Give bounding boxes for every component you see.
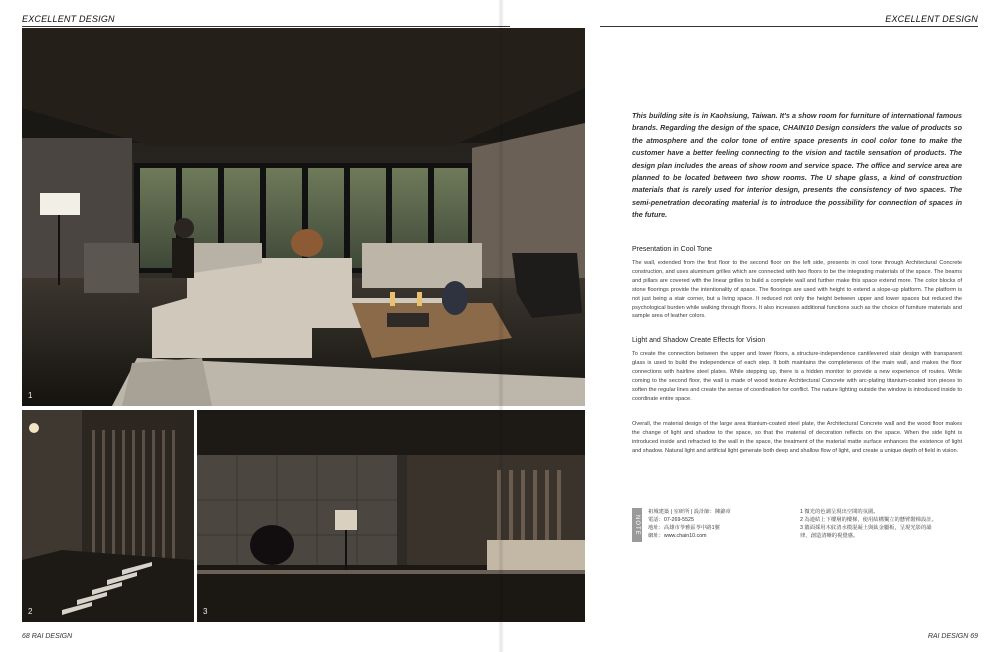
note-contact (648, 508, 731, 540)
running-header-right: EXCELLENT DESIGN (885, 14, 978, 24)
photo-staircase (22, 410, 194, 622)
section-text-light-shadow-1: To create the connection between the upper and lower floors, a structure-independence cantilevered stair design with transparent glass is used to build the independence of each step. It both maintains the completeness of the main wall, and makes the floor connections with hairline steel plates. While stepping up, there is a hidden monitor to provide a new experience of routes. While coming to the second floor, the wall is made of wood texture Architectural Concrete with arc-plating titanium-coated iron pieces to soften the regular lines and create the sense of coordination for conflict. The nature lighting outside the window is introduced inside to coordinate entire space. (632, 351, 962, 402)
note-caption-line: 1 微光的色調呈現出空間的氛圍。 (800, 509, 879, 515)
footer-page-right: RAI DESIGN 69 (927, 633, 978, 640)
note-contact-line: 祖城建築 | 室研所 | 設計師：陳錦章 (648, 509, 731, 515)
header-rule-left (22, 26, 510, 27)
intro-paragraph: This building site is in Kaohsiung, Taiwan. It's a show room for furniture of international famous brands. Regarding the design of the space, CHAIN10 Design considers the value of products so the atmosphere and the color tone of entire space presents in cool color tone to make the customer have a better feeling connecting to the vision and tactile sensation of products. The design plan includes the areas of show room and service space. The office and service area are planned to be located between two show rooms. The U shape glass, a kind of construction materials that is rarely used for interior design, presents the consistency of two spaces. The semi-penetration decorating material is to introduce the possibility for connection of spaces in the future. (632, 111, 962, 220)
page-gutter (498, 0, 504, 652)
running-header-left: EXCELLENT DESIGN (22, 14, 115, 24)
note-caption-line: 律，創造清晰的視覺感。 (800, 533, 859, 540)
section-title-light-shadow: Light and Shadow Create Effects for Vision (632, 337, 766, 344)
note-contact-line: 電話：07-269-5525 (648, 517, 694, 524)
note-contact-line: 地址：高雄市苓雅區苓中路1號 (648, 525, 720, 532)
note-caption-line: 3 牆面採用木紋清水模混凝土與鈦金屬板，呈現光影的韻 (800, 525, 932, 532)
photo-number-1: 1 (28, 391, 33, 400)
section-text-light-shadow-2: Overall, the material design of the large area titanium-coated steel plate, the Architectural Concrete wall and the wood floor makes the change of light and shadow to the space, so that the material of decoration reflects on the space. When the side light is introduced inside and refracted to the wall in the space, the treatment of the material matte surface enhances the existence of light and shadow. Natural light and artificial light generate both deep and shallow flow of light, and create a unique depth of field in vision. (632, 421, 962, 454)
footer-page-left: 68 RAI DESIGN (22, 633, 73, 640)
note-contact-line: 網址：www.chain10.com (648, 533, 707, 540)
header-rule-right (600, 26, 978, 27)
note-captions (800, 508, 937, 540)
note-tag: NOTE (632, 508, 642, 542)
photo-number-3: 3 (203, 607, 208, 616)
photo-number-2: 2 (28, 607, 33, 616)
section-text-cool-tone: The wall, extended from the first floor to the second floor on the left side, presents in cool tone through Architectural Concrete construction, and uses aluminum grilles which are connected with two floors to be the integrating materials of the space. The beams and pillars are covered with the linear grilles to build a complete wall and further make this space extend more. The color blocks of stone floorings provide the intentionality of space. The floorings are used with height to extend a slope-up platform. The platform is not just being a stair corner, but a living space. It reduced not only the height between upper and lower spaces but reduced the psychological burden while walking through floors. It also increases additional functions such as the choice of furniture materials and sample area of leather colors. (632, 260, 962, 320)
photo-upper-floor (197, 410, 585, 622)
note-caption-line: 2 為連結上下樓層的樓梯，使用結構獨立的懸臂階梯設計。 (800, 517, 937, 524)
section-title-cool-tone: Presentation in Cool Tone (632, 246, 713, 253)
